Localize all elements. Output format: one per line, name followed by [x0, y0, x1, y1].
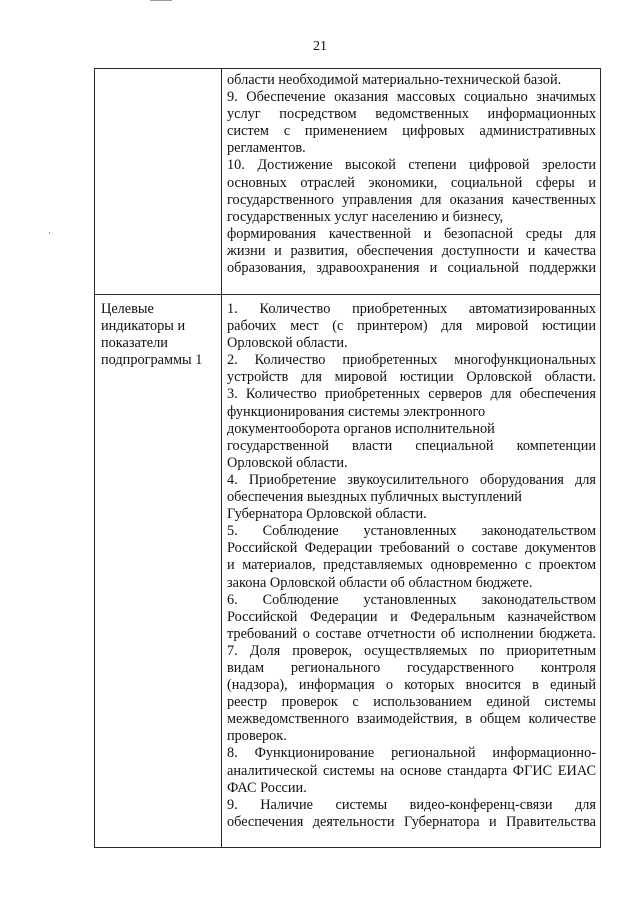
text-line: (надзора), информация о которых вносится в единый — [227, 677, 596, 694]
text-line: государственного управления для оказания качественных — [227, 191, 596, 208]
text-line: проверок. — [227, 728, 287, 745]
text-line: основных отраслей экономики, социальной сферы и — [227, 174, 596, 191]
text-line: 2. Количество приобретенных многофункциональных — [227, 352, 596, 369]
text-line: регламентов. — [227, 140, 306, 157]
text-line: обеспечения выездных публичных выступлений — [227, 489, 522, 506]
table-row — [95, 69, 601, 295]
label-line: подпрограммы 1 — [101, 352, 203, 369]
label-line: Целевые — [101, 301, 154, 317]
text-line: систем с применением цифровых административных — [227, 123, 596, 140]
text-line: устройств для мировой юстиции Орловской области. — [227, 369, 596, 386]
text-line: рабочих мест (с принтером) для мировой юстиции — [227, 318, 596, 335]
text-line: реестр проверок с использованием единой системы — [227, 694, 596, 711]
text-line: области необходимой материально-технической базой. — [227, 72, 562, 88]
text-line: межведомственного взаимодействия, в общем количестве — [227, 711, 596, 728]
text-line: обеспечения деятельности Губернатора и Правительства — [227, 813, 596, 830]
text-line: аналитической системы на основе стандарта ФГИС ЕИАС — [227, 762, 596, 779]
row-content-cell — [222, 69, 601, 295]
text-line: Орловской области. — [227, 454, 348, 471]
text-line: и материалов, представляемых одновременно с проектом — [227, 557, 596, 574]
text-line: 9. Наличие системы видео-конференц-связи для — [227, 796, 596, 813]
row-label-cell — [95, 295, 222, 848]
scan-mark-left — [49, 232, 50, 234]
text-line: образования, здравоохранения и социальной поддержки — [227, 260, 596, 277]
text-line: формирования качественной и безопасной среды для — [227, 225, 596, 242]
label-line: индикаторы и — [101, 318, 186, 335]
row-content-cell — [222, 295, 601, 848]
text-line: требований о составе отчетности об исполнении бюджета. — [227, 625, 596, 642]
text-line: Российской Федерации и Федеральным казначейством — [227, 608, 596, 625]
text-line: 8. Функционирование региональной информационно- — [227, 745, 596, 762]
text-line: 7. Доля проверок, осуществляемых по приоритетным — [227, 642, 596, 659]
label-line: показатели — [101, 335, 168, 352]
table-row — [95, 295, 601, 848]
text-line: Российской Федерации требований о составе документов — [227, 540, 596, 557]
text-line: документооборота органов исполнительной — [227, 420, 495, 437]
text-line: государственной власти специальной компетенции — [227, 437, 596, 454]
passport-table — [94, 68, 601, 848]
page-number: 21 — [313, 39, 327, 54]
text-line: услуг посредством ведомственных информационных — [227, 106, 596, 123]
text-line: 1. Количество приобретенных автоматизированных — [227, 301, 596, 317]
text-line: Орловской области. — [227, 335, 348, 352]
text-line: Губернатора Орловской области. — [227, 506, 427, 523]
text-line: функционирования системы электронного — [227, 403, 486, 420]
text-line: закона Орловской области об областном бюджете. — [227, 574, 533, 591]
text-line: ФАС России. — [227, 779, 307, 796]
text-line: 6. Соблюдение установленных законодательством — [227, 591, 596, 608]
text-line: государственных услуг населению и бизнесу, — [227, 208, 504, 225]
scan-mark-top — [150, 0, 172, 1]
text-line: 3. Количество приобретенных серверов для обеспечения — [227, 386, 596, 403]
text-line: 9. Обеспечение оказания массовых социально значимых — [227, 89, 596, 106]
text-line: 5. Соблюдение установленных законодательством — [227, 523, 596, 540]
text-line: 4. Приобретение звукоусилительного оборудования для — [227, 471, 596, 488]
text-line: видам регионального государственного контроля — [227, 659, 596, 676]
text-line: жизни и развития, обеспечения доступности и качества — [227, 242, 596, 259]
text-line: 10. Достижение высокой степени цифровой зрелости — [227, 157, 596, 174]
row-label-cell — [95, 69, 222, 295]
